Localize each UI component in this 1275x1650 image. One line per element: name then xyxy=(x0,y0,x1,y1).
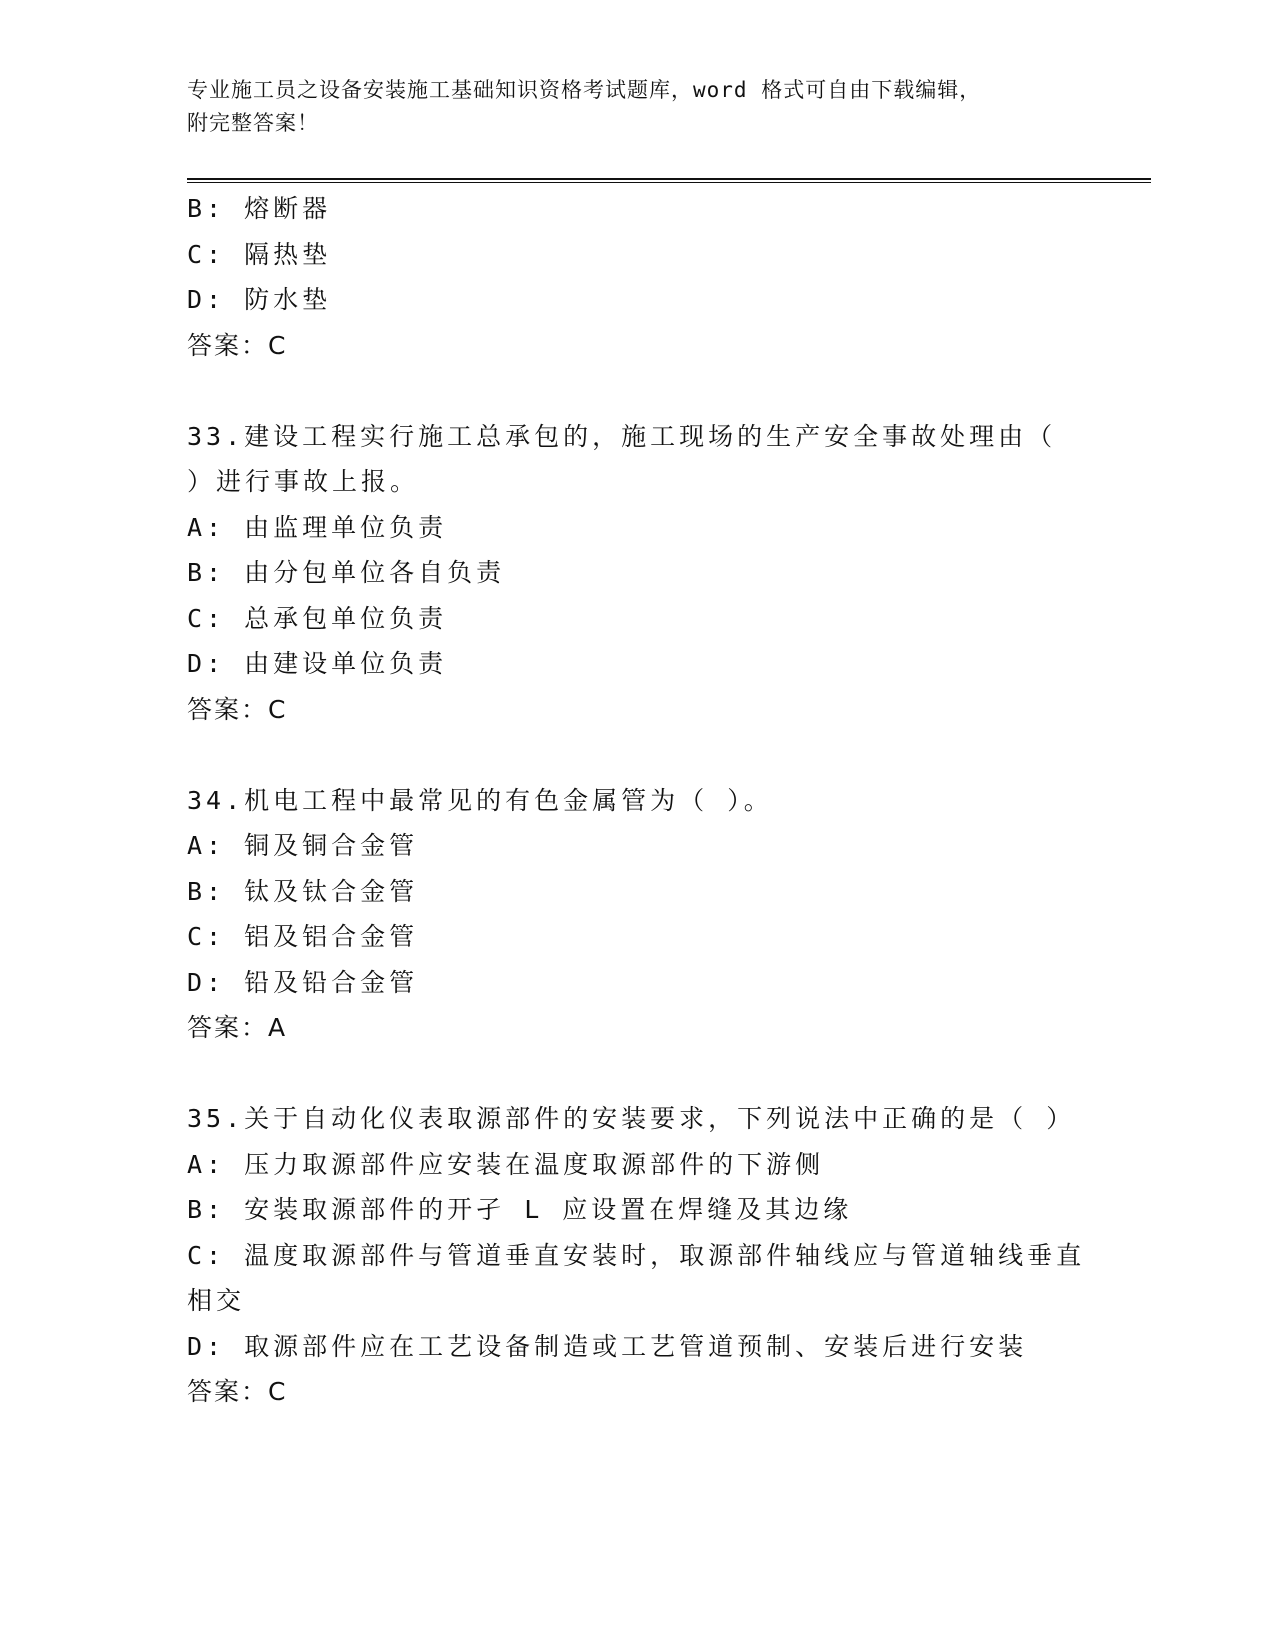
spacer xyxy=(187,368,1087,414)
option-c: C: 温度取源部件与管道垂直安装时，取源部件轴线应与管道轴线垂直 xyxy=(187,1240,1086,1270)
header-divider xyxy=(187,178,1151,183)
question-block-33 xyxy=(187,414,1087,733)
question-stem-continued: ）进行事故上报。 xyxy=(187,467,420,496)
question-block-34 xyxy=(187,778,1087,1051)
option-d: D: 防水垫 xyxy=(187,285,332,314)
option-d: D: 由建设单位负责 xyxy=(187,649,448,678)
option-d: D: 铅及铅合金管 xyxy=(187,967,419,997)
option-d: D: 取源部件应在工艺设备制造或工艺管道预制、安装后进行安装 xyxy=(187,1331,1028,1361)
question-list xyxy=(187,186,1087,1415)
answer-line: 答案：A xyxy=(187,1013,288,1042)
document-header xyxy=(187,74,1067,140)
question-stem: 35.关于自动化仪表取源部件的安装要求，下列说法中正确的是（ ） xyxy=(187,1104,1076,1133)
spacer xyxy=(187,732,1087,778)
option-c: C: 铝及铝合金管 xyxy=(187,922,419,951)
header-line-1: 专业施工员之设备安装施工基础知识资格考试题库，word 格式可自由下载编辑， xyxy=(187,78,982,102)
answer-line: 答案：C xyxy=(187,694,288,724)
answer-line: 答案：C xyxy=(187,1377,288,1406)
option-a: A: 压力取源部件应安装在温度取源部件的下游侧 xyxy=(187,1149,825,1179)
option-b: B: 熔断器 xyxy=(187,194,332,223)
question-stem: 33.建设工程实行施工总承包的，施工现场的生产安全事故处理由（ xyxy=(187,421,1057,451)
option-c-continued: 相交 xyxy=(187,1286,246,1315)
option-a: A: 铜及铜合金管 xyxy=(187,831,419,860)
question-block-35 xyxy=(187,1096,1087,1415)
answer-line: 答案：C xyxy=(187,330,288,360)
spacer xyxy=(187,1051,1087,1097)
option-b: B: 安装取源部件的开孑 L 应设置在焊缝及其边缘 xyxy=(187,1195,853,1224)
option-c: C: 隔热垫 xyxy=(187,239,332,269)
question-block-32 xyxy=(187,186,1087,368)
option-b: B: 由分包单位各自负责 xyxy=(187,558,506,587)
option-a: A: 由监理单位负责 xyxy=(187,512,448,542)
header-line-2: 附完整答案！ xyxy=(187,111,319,135)
question-stem: 34.机电工程中最常见的有色金属管为（ ）。 xyxy=(187,785,773,815)
option-c: C: 总承包单位负责 xyxy=(187,603,448,633)
option-b: B: 钛及钛合金管 xyxy=(187,876,419,906)
